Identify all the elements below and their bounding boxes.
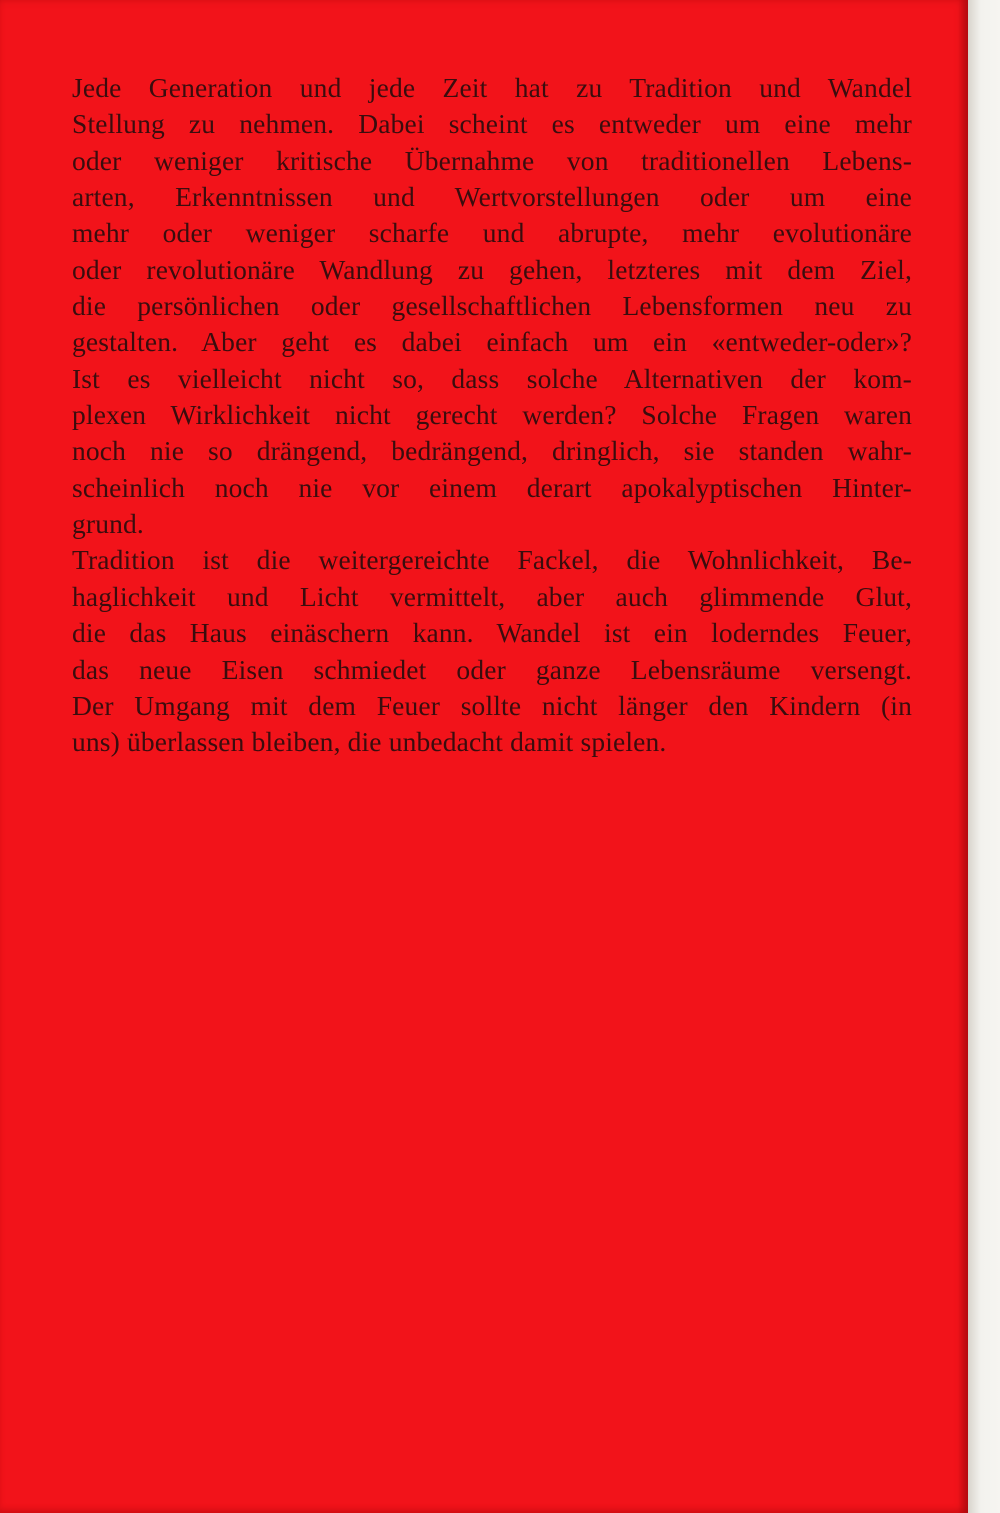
blurb-line: oder weniger kritische Übernahme von traditionellen Lebens-: [72, 144, 912, 176]
back-cover-blurb: [72, 70, 912, 761]
blurb-line: grund.: [72, 508, 144, 540]
blurb-line: Jede Generation und jede Zeit hat zu Tradition und Wandel: [72, 72, 912, 103]
page-edge: [968, 0, 1000, 1513]
blurb-line: Ist es vielleicht nicht so, dass solche Alternativen der kom-: [72, 362, 912, 394]
blurb-line: uns) überlassen bleiben, die unbedacht damit spielen.: [72, 726, 667, 758]
blurb-line: die das Haus einäschern kann. Wandel ist ein loderndes Feuer,: [72, 617, 912, 649]
cover-edge-shadow: [958, 0, 968, 1513]
blurb-line: arten, Erkenntnissen und Wertvorstellungen oder um eine: [72, 181, 912, 213]
blurb-line: gestalten. Aber geht es dabei einfach um ein «entweder-oder»?: [72, 326, 912, 358]
blurb-line: noch nie so drängend, bedrängend, dringlich, sie standen wahr-: [72, 435, 912, 467]
blurb-line: Tradition ist die weitergereichte Fackel, die Wohnlichkeit, Be-: [72, 544, 912, 576]
blurb-paragraph-2: [72, 542, 912, 760]
blurb-line: scheinlich noch nie vor einem derart apokalyptischen Hinter-: [72, 471, 912, 503]
blurb-paragraph-1: [72, 70, 912, 542]
blurb-line: haglichkeit und Licht vermittelt, aber auch glimmende Glut,: [72, 580, 912, 612]
blurb-line: das neue Eisen schmiedet oder ganze Lebensräume versengt.: [72, 653, 912, 685]
blurb-line: oder revolutionäre Wandlung zu gehen, letzteres mit dem Ziel,: [72, 253, 912, 285]
blurb-line: die persönlichen oder gesellschaftlichen Lebensformen neu zu: [72, 290, 912, 322]
blurb-line: Der Umgang mit dem Feuer sollte nicht länger den Kindern (in: [72, 689, 912, 721]
blurb-line: Stellung zu nehmen. Dabei scheint es entweder um eine mehr: [72, 108, 912, 140]
blurb-line: mehr oder weniger scharfe und abrupte, mehr evolutionäre: [72, 217, 912, 249]
blurb-line: plexen Wirklichkeit nicht gerecht werden? Solche Fragen waren: [72, 399, 912, 431]
